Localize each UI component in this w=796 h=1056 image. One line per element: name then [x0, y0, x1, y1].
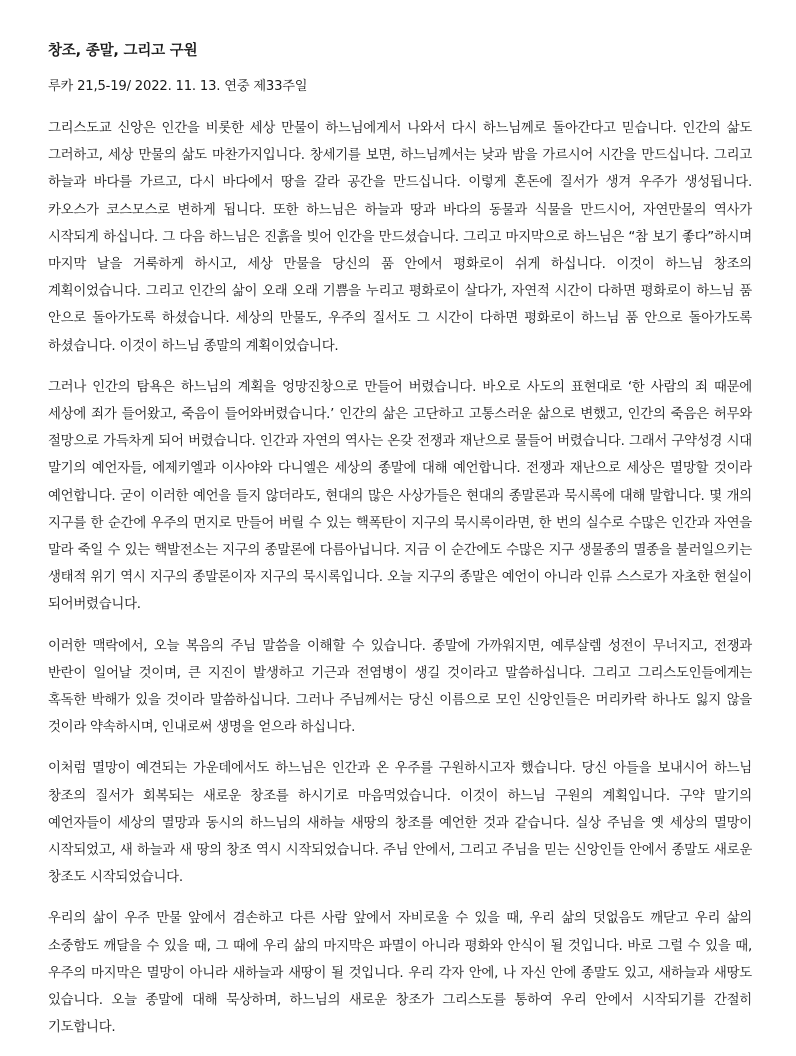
paragraph-creation: 그리스도교 신앙은 인간을 비롯한 세상 만물이 하느님에게서 나와서 다시 하느님께로 돌아간다고 믿습니다. 인간의 삶도 그러하고, 세상 만물의 삶도 마찬가지입니다. 창세기를 보면, 하느님께서는 낮과 밤을 가르시어 시간을 만드십니다. 그리고 하늘과 바다를 가르고, 다시 바다에서 땅을 갈라 공간을 만드십니다. 이렇게 혼돈에 질서가 생겨 우주가 생성됩니다. 카오스가 코스모스로 변하게 됩니다. 또한 하느님은 하늘과 땅과 바다의 동물과 식물을 만드시어, 자연만물의 역사가 시작되게 하십니다. 그 다음 하느님은 진흙을 빚어 인간을 만드셨습니다. 그리고 마지막으로 하느님은 “참 보기 좋다”하시며 마지막 날을 거룩하게 하시고, 세상 만물을 당신의 품 안에서 평화로이 쉬게 하십니다. 이것이 하느님 창조의 계획이었습니다. 그리고 인간의 삶이 오래 오래 기쁨을 누리고 평화로이 살다가, 자연적 시간이 다하면 평화로이 하느님 품 안으로 돌아가도록 하셨습니다. 세상의 만물도, 우주의 질서도 그 시간이 다하면 평화로이 하느님 품 안으로 돌아가도록 하셨습니다. 이것이 하느님 종말의 계획이었습니다.: [48, 121, 752, 354]
document-title: 창조, 종말, 그리고 구원: [48, 43, 198, 59]
document-subtitle: 루카 21,5-19/ 2022. 11. 13. 연중 제33주일: [48, 79, 308, 94]
document-body: [48, 115, 752, 1042]
document-page: [48, 40, 752, 1056]
paragraph-greed: 그러나 인간의 탐욕은 하느님의 계획을 엉망진창으로 만들어 버렸습니다. 바오로 사도의 표현대로 ‘한 사람의 죄 때문에 세상에 죄가 들어왔고, 죽음이 들어와버렸습니다.’ 인간의 삶은 고단하고 고통스러운 삶으로 변했고, 인간의 죽음은 허무와 절망으로 가득차게 되어 버렸습니다. 인간과 자연의 역사는 온갖 전쟁과 재난으로 물들어 버렸습니다. 그래서 구약성경 시대 말기의 예언자들, 에제키엘과 이사야와 다니엘은 세상의 종말에 대해 예언합니다. 전쟁과 재난으로 세상은 멸망할 것이라 예언합니다. 굳이 이러한 예언을 들지 않더라도, 현대의 많은 사상가들은 현대의 종말론과 묵시록에 대해 말합니다. 몇 개의 지구를 한 순간에 우주의 먼지로 만들어 버릴 수 있는 핵폭탄이 지구의 묵시록이라면, 한 번의 실수로 수많은 인간과 자연을 말라 죽일 수 있는 핵발전소는 지구의 종말론에 다름아닙니다. 지금 이 순간에도 수많은 지구 생물종의 멸종을 불러일으키는 생태적 위기 역시 지구의 종말론이자 지구의 묵시록입니다. 오늘 지구의 종말은 예언이 아니라 인류 스스로가 자초한 현실이 되어버렸습니다.: [48, 379, 752, 613]
paragraph-gospel: 이러한 맥락에서, 오늘 복음의 주님 말씀을 이해할 수 있습니다. 종말에 가까워지면, 예루살렘 성전이 무너지고, 전쟁과 반란이 일어날 것이며, 큰 지진이 발생하고 기근과 전염병이 생길 것이라고 말씀하십니다. 그리고 그리스도인들에게는 혹독한 박해가 있을 것이라 말씀하십니다. 그러나 주님께서는 당신 이름으로 모인 신앙인들은 머리카락 하나도 잃지 않을 것이라 약속하시며, 인내로써 생명을 얻으라 하십니다.: [48, 638, 752, 736]
paragraph-salvation: 이처럼 멸망이 예견되는 가운데에서도 하느님은 인간과 온 우주를 구원하시고자 했습니다. 당신 아들을 보내시어 하느님 창조의 질서가 회복되는 새로운 창조를 하시기로 마음먹었습니다. 이것이 하느님 구원의 계획입니다. 구약 말기의 예언자들이 세상의 멸망과 동시의 하느님의 새하늘 새땅의 창조를 예언한 것과 같습니다. 실상 주님을 옛 세상의 멸망이 시작되었고, 새 하늘과 새 땅의 창조 역시 시작되었습니다. 주님 안에서, 그리고 주님을 믿는 신앙인들 안에서 종말도 새로운 창조도 시작되었습니다.: [48, 761, 752, 886]
paragraph-prayer: 우리의 삶이 우주 만물 앞에서 겸손하고 다른 사람 앞에서 자비로울 수 있을 때, 우리 삶의 덧없음도 깨닫고 우리 삶의 소중함도 깨달을 수 있을 때, 그 때에 우리 삶의 마지막은 파멸이 아니라 평화와 안식이 될 것입니다. 바로 그럴 수 있을 때, 우주의 마지막은 멸망이 아니라 새하늘과 새땅이 될 것입니다. 우리 각자 안에, 나 자신 안에 종말도 있고, 새하늘과 새땅도 있습니다. 오늘 종말에 대해 묵상하며, 하느님의 새로운 창조가 그리스도를 통하여 우리 안에서 시작되기를 간절히 기도합니다.: [48, 911, 752, 1036]
